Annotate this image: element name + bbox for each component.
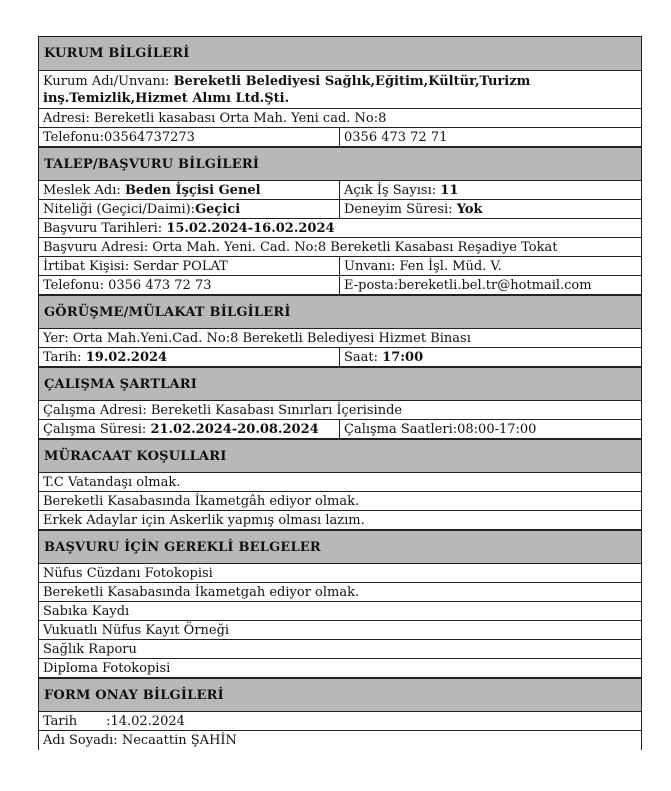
muracaat-item-1: T.C Vatandaşı olmak. [43, 474, 181, 490]
row-kurum-address [39, 109, 641, 128]
kurum-name-cell [39, 71, 641, 108]
row-calisma-adres [39, 401, 641, 420]
onay-adi-soyadi: Adı Soyadı: Necaattin ŞAHİN [43, 733, 237, 748]
row-kurum-name [39, 71, 641, 109]
gorusme-tarih-value: 19.02.2024 [85, 349, 168, 365]
irtibat-kisisi: İrtibat Kişisi: Serdar POLAT [39, 257, 340, 275]
gorusme-saat-cell [340, 348, 641, 366]
nitelik-cell [39, 200, 340, 218]
nitelik-value: Geçici [195, 201, 241, 217]
kurum-name-value: Bereketli Belediyesi Sağlık,Eğitim,Kültür,Turizm inş.Temizlik,Hizmet Alımı Ltd.Şti. [43, 74, 531, 106]
kurum-phone-2: 0356 473 72 71 [344, 129, 448, 145]
row-calisma-sure [39, 420, 641, 439]
belge-item-5: Sağlık Raporu [43, 641, 137, 657]
calisma-sure-value: 21.02.2024-20.08.2024 [150, 421, 319, 437]
belge-item-6: Diploma Fotokopisi [43, 660, 171, 676]
list-item [39, 583, 641, 602]
gorusme-saat-value: 17:00 [382, 349, 424, 365]
deneyim-cell [340, 200, 641, 218]
gorusme-yer: Yer: Orta Mah.Yeni.Cad. No:8 Bereketli Belediyesi Hizmet Binası [43, 330, 471, 346]
row-meslek [39, 181, 641, 200]
acik-is-cell [340, 181, 641, 199]
meslek-label: Meslek Adı: [43, 182, 121, 198]
row-basvuru-tarih [39, 219, 641, 238]
list-item [39, 492, 641, 511]
calisma-adres: Çalışma Adresi: Bereketli Kasabası Sınırları İçerisinde [43, 402, 403, 418]
basvuru-tarih-value: 15.02.2024-16.02.2024 [166, 220, 335, 236]
section-header-onay: FORM ONAY BİLGİLERİ [39, 678, 641, 712]
list-item [39, 473, 641, 492]
talep-eposta: E-posta:bereketli.bel.tr@hotmail.com [344, 277, 592, 293]
calisma-saatleri: Çalışma Saatleri:08:00-17:00 [344, 421, 537, 437]
list-item [39, 564, 641, 583]
section-header-kurum: KURUM BİLGİLERİ [39, 36, 641, 71]
calisma-sure-label: Çalışma Süresi: [43, 421, 147, 437]
unvan: Unvanı: Fen İşl. Müd. V. [344, 258, 502, 274]
nitelik-label: Niteliği (Geçici/Daimi): [43, 201, 196, 217]
row-nitelik [39, 200, 641, 219]
list-item [39, 602, 641, 621]
application-form [38, 36, 642, 750]
talep-telefon: Telefonu: 0356 473 72 73 [39, 276, 340, 294]
belge-item-1: Nüfus Cüzdanı Fotokopisi [43, 565, 213, 581]
kurum-phone-1: Telefonu:03564737273 [39, 128, 340, 146]
list-item [39, 659, 641, 678]
row-kurum-phones [39, 128, 641, 147]
acik-is-value: 11 [440, 182, 459, 198]
row-onay-adi [39, 731, 641, 750]
gorusme-saat-label: Saat: [344, 349, 379, 365]
section-header-gorusme: GÖRÜŞME/MÜLAKAT BİLGİLERİ [39, 295, 641, 329]
row-gorusme-yer [39, 329, 641, 348]
acik-is-label: Açık İş Sayısı: [344, 182, 437, 198]
gorusme-tarih-label: Tarih: [43, 349, 82, 365]
list-item [39, 640, 641, 659]
belge-item-4: Vukuatlı Nüfus Kayıt Örneği [43, 622, 230, 638]
basvuru-tarih-label: Başvuru Tarihleri: [43, 220, 163, 236]
basvuru-tarih-cell [39, 219, 641, 237]
row-onay-tarih [39, 712, 641, 731]
section-header-talep: TALEP/BAŞVURU BİLGİLERİ [39, 147, 641, 181]
belge-item-3: Sabıka Kaydı [43, 603, 130, 619]
row-irtibat [39, 257, 641, 276]
calisma-sure-cell [39, 420, 340, 438]
section-header-muracaat: MÜRACAAT KOŞULLARI [39, 439, 641, 473]
muracaat-item-2: Bereketli Kasabasında İkametgâh ediyor olmak. [43, 493, 360, 509]
row-gorusme-tarih-saat [39, 348, 641, 367]
onay-tarih: Tarih :14.02.2024 [43, 713, 185, 729]
list-item [39, 621, 641, 640]
basvuru-adres: Başvuru Adresi: Orta Mah. Yeni. Cad. No:8 Bereketli Kasabası Reşadiye Tokat [43, 239, 558, 255]
muracaat-item-3: Erkek Adaylar için Askerlik yapmış olması lazım. [43, 512, 365, 528]
belge-item-2: Bereketli Kasabasında İkametgah ediyor olmak. [43, 584, 360, 600]
row-iletisim [39, 276, 641, 295]
section-header-belgeler: BAŞVURU İÇİN GEREKLİ BELGELER [39, 530, 641, 564]
deneyim-value: Yok [456, 201, 483, 217]
meslek-cell [39, 181, 340, 199]
kurum-name-label: Kurum Adı/Unvanı: [43, 74, 174, 89]
row-basvuru-adres [39, 238, 641, 257]
meslek-value: Beden İşçisi Genel [124, 182, 261, 198]
list-item [39, 511, 641, 530]
section-header-calisma: ÇALIŞMA ŞARTLARI [39, 367, 641, 401]
kurum-address: Adresi: Bereketli kasabası Orta Mah. Yeni cad. No:8 [43, 110, 387, 126]
gorusme-tarih-cell [39, 348, 340, 366]
deneyim-label: Deneyim Süresi: [344, 201, 453, 217]
